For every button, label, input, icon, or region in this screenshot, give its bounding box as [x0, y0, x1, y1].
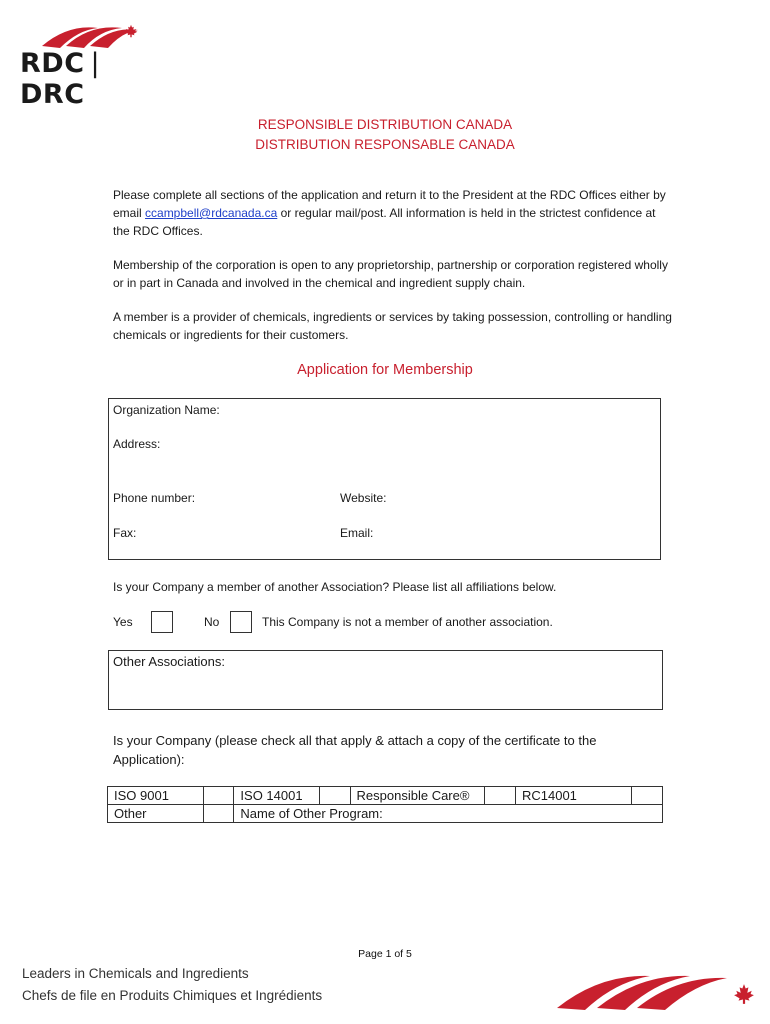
iso14001-label: ISO 14001	[234, 787, 319, 805]
responsible-care-label: Responsible Care®	[350, 787, 485, 805]
application-heading: Application for Membership	[297, 362, 473, 378]
no-checkbox[interactable]	[230, 611, 252, 633]
email-field[interactable]	[384, 524, 654, 542]
org-name-label: Organization Name:	[113, 403, 220, 417]
not-member-text: This Company is not a member of another association.	[262, 615, 553, 629]
email-link[interactable]: ccampbell@rdcanada.ca	[145, 206, 278, 220]
address-label: Address:	[113, 437, 161, 451]
title-french: DISTRIBUTION RESPONSABLE CANADA	[255, 137, 515, 152]
other-program-name[interactable]: Name of Other Program:	[234, 805, 663, 823]
org-name-field[interactable]	[234, 401, 654, 419]
table-row	[108, 805, 663, 823]
logo	[20, 10, 170, 110]
phone-label: Phone number:	[113, 491, 196, 505]
certification-question: Is your Company (please check all that apply & attach a copy of the certificate to the Application):	[113, 733, 597, 767]
maple-leaf-icon	[124, 24, 138, 38]
fax-label: Fax:	[113, 526, 137, 540]
tagline-french: Chefs de file en Produits Chimiques et Ingrédients	[22, 988, 323, 1003]
title-english: RESPONSIBLE DISTRIBUTION CANADA	[257, 117, 513, 132]
website-label: Website:	[340, 491, 387, 505]
logo-separator: |	[90, 48, 101, 79]
footer-logo	[555, 958, 765, 1020]
other-associations-label: Other Associations:	[113, 654, 225, 669]
other-program-checkbox[interactable]	[203, 805, 234, 823]
affiliation-question: Is your Company a member of another Association? Please list all affiliations below.	[113, 580, 557, 594]
intro-paragraph-2: Membership of the corporation is open to any proprietorship, partnership or corporation registered wholly or in part in Canada and involved in the chemical and ingredient supply chain.	[113, 258, 668, 290]
intro-paragraph-3: A member is a provider of chemicals, ingredients or services by taking possession, controlling or handling chemicals or ingredients for their customers.	[113, 310, 672, 342]
footer-swoosh-icon	[555, 960, 735, 1012]
page-number: Page 1 of 5	[358, 948, 412, 960]
footer-maple-leaf-icon	[733, 982, 755, 1006]
no-label: No	[204, 615, 220, 629]
organization-info-box	[108, 398, 661, 560]
other-program-label: Other	[108, 805, 204, 823]
iso14001-checkbox[interactable]	[319, 787, 350, 805]
phone-field[interactable]	[204, 489, 334, 507]
intro-paragraph-1: Please complete all sections of the application and return it to the President at the RDC Offices either by email ccampbell@rdcanada.ca or regular mail/post. All information is held in the strictest confidence at the RDC Offices.	[113, 188, 666, 238]
fax-field[interactable]	[149, 524, 334, 542]
website-field[interactable]	[394, 489, 654, 507]
rc14001-checkbox[interactable]	[632, 787, 663, 805]
table-row	[108, 787, 663, 805]
other-associations-box[interactable]	[108, 650, 663, 710]
certification-table	[107, 786, 663, 823]
iso9001-checkbox[interactable]	[203, 787, 234, 805]
rc14001-label: RC14001	[515, 787, 631, 805]
yes-checkbox[interactable]	[151, 611, 173, 633]
address-field[interactable]	[169, 435, 654, 485]
logo-rdc: RDC	[20, 48, 85, 79]
tagline-english: Leaders in Chemicals and Ingredients	[22, 966, 249, 981]
email-label: Email:	[340, 526, 374, 540]
iso9001-label: ISO 9001	[108, 787, 204, 805]
yes-label: Yes	[113, 615, 133, 629]
logo-drc: DRC	[20, 79, 85, 110]
responsible-care-checkbox[interactable]	[485, 787, 516, 805]
